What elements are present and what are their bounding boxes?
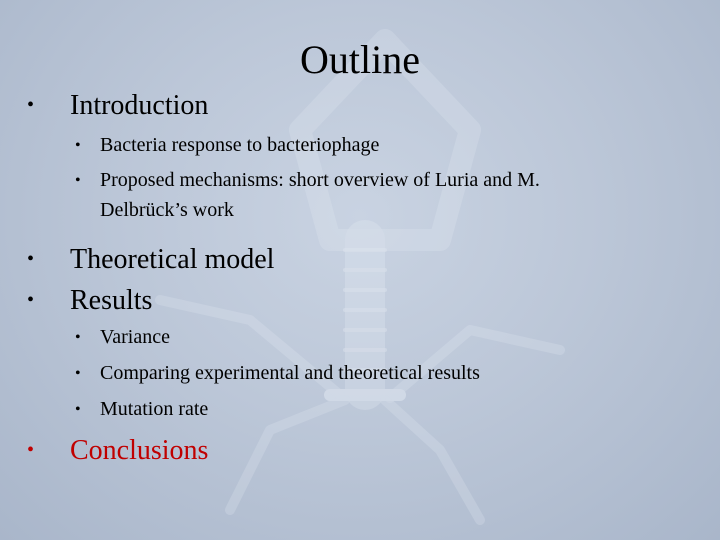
list-item-comparing-results bbox=[75, 361, 480, 386]
list-item-theoretical-model bbox=[27, 243, 274, 276]
list-item-results bbox=[27, 284, 152, 317]
list-item-variance bbox=[75, 325, 170, 350]
list-item-conclusions bbox=[27, 434, 208, 467]
list-item-label: Results bbox=[70, 285, 153, 316]
list-item-label: Comparing experimental and theoretical results bbox=[100, 362, 480, 384]
bullet-dot-icon: • bbox=[27, 248, 35, 270]
bullet-dot-icon: • bbox=[75, 172, 81, 189]
list-item-continuation: Delbrück’s work bbox=[100, 199, 234, 221]
list-item-label: Conclusions bbox=[70, 435, 209, 466]
bullet-dot-icon: • bbox=[27, 94, 35, 116]
bullet-dot-icon: • bbox=[27, 439, 35, 461]
bullet-dot-icon: • bbox=[75, 329, 81, 346]
list-item-label: Theoretical model bbox=[70, 244, 275, 275]
list-item-label: Introduction bbox=[70, 90, 209, 121]
list-item-mutation-rate bbox=[75, 397, 208, 422]
bullet-dot-icon: • bbox=[27, 289, 35, 311]
bullet-dot-icon: • bbox=[75, 401, 81, 418]
bullet-dot-icon: • bbox=[75, 137, 81, 154]
list-item-label: Proposed mechanisms: short overview of Luria and M. bbox=[100, 169, 540, 191]
list-item-bacteria-response bbox=[75, 133, 379, 158]
list-item-introduction bbox=[27, 89, 208, 122]
list-item-label: Bacteria response to bacteriophage bbox=[100, 134, 380, 156]
list-item-label: Variance bbox=[100, 326, 170, 348]
bullet-dot-icon: • bbox=[75, 365, 81, 382]
list-item-label: Mutation rate bbox=[100, 398, 209, 420]
list-item-proposed-mechanisms bbox=[75, 168, 540, 193]
slide-title: Outline bbox=[300, 37, 420, 82]
